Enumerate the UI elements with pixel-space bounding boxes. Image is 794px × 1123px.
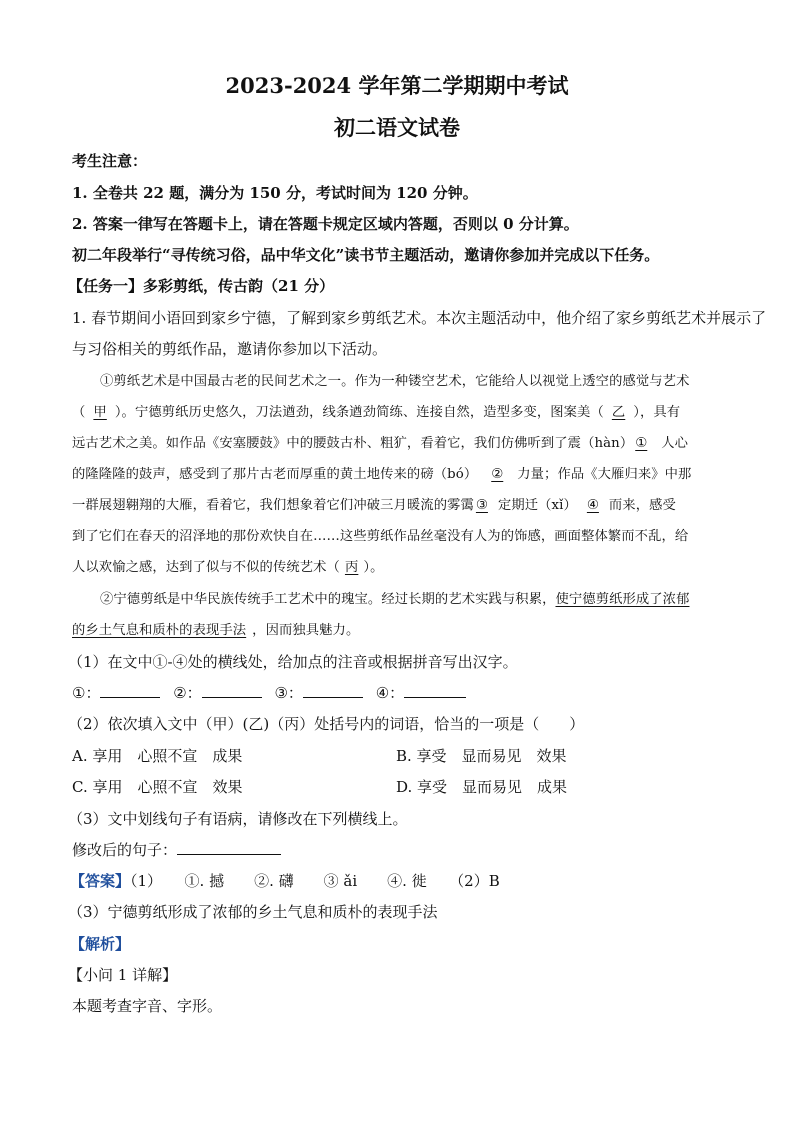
blank-jia: 甲: [93, 405, 107, 420]
passage-line: 远古艺术之美。如作品《安塞腰鼓》中的腰鼓古朴、粗犷，看着它，我们仿佛听到了震（hàn） ① 人心: [72, 436, 689, 451]
answer-row: 【答案】（1） ①. 撼 ②. 礴 ③ ǎi ④. 徙 （2）B: [70, 872, 500, 890]
exam-subtitle: 初二语文试卷: [334, 115, 460, 140]
underlined-sentence: 的乡土气息和质朴的表现手法: [72, 623, 247, 638]
exam-title: 2023-2024 学年第二学期期中考试: [225, 73, 569, 98]
passage-line: （ 甲 ）。宁德剪纸历史悠久，刀法遒劲，线条遒劲简练、连接自然，造型多变，图案美（ 乙 ），具有: [72, 405, 681, 420]
passage-line: 的隆隆隆的鼓声，感受到了那片古老而厚重的黄土地传来的磅（bó） ② 力量；作品《大雁归来》中那: [72, 467, 692, 482]
option-a[interactable]: A. 享用 心照不宣 成果: [72, 747, 243, 765]
question1-line2: 与习俗相关的剪纸作品，邀请你参加以下活动。: [72, 340, 388, 358]
passage-line: ①剪纸艺术是中国最古老的民间艺术之一。作为一种镂空艺术，它能给人以视觉上透空的感觉与艺术: [100, 374, 690, 389]
passage-line: 一群展翅翱翔的大雁，看着它，我们想象着它们冲破三月暖流的雾霭 ③ 定期迁（xǐ） ④ 而来，感受: [72, 498, 676, 513]
answer-blank-1[interactable]: [100, 683, 160, 698]
subquestion-2: （2）依次填入文中（甲）(乙)（丙）处括号内的词语，恰当的一项是（ ）: [68, 715, 585, 733]
option-b[interactable]: B. 享受 显而易见 效果: [396, 747, 567, 765]
passage-line: 人以欢愉之感，达到了似与不似的传统艺术（ 丙 ）。: [72, 560, 384, 575]
revised-sentence-row: 修改后的句子：: [72, 839, 281, 860]
analysis-sub-label: 【小问 1 详解】: [68, 966, 178, 984]
answer-blanks-row: ①： ②： ③： ④：: [72, 682, 466, 703]
answer-line-2: （3）宁德剪纸形成了浓郁的乡土气息和质朴的表现手法: [68, 903, 438, 921]
revised-sentence-blank[interactable]: [177, 840, 281, 855]
blank-bing: 丙: [344, 560, 359, 575]
option-d[interactable]: D. 享受 显而易见 成果: [396, 778, 568, 796]
passage-line: 的乡土气息和质朴的表现手法 ，因而独具魅力。: [72, 623, 360, 638]
answer-blank-3[interactable]: [303, 683, 363, 698]
subquestion-1: （1）在文中①-④处的横线处，给加点的注音或根据拼音写出汉字。: [68, 653, 518, 671]
question1-line1: 1. 春节期间小语回到家乡宁德，了解到家乡剪纸艺术。本次主题活动中，他介绍了家乡剪纸艺术并展示了: [72, 309, 767, 327]
task1-heading: 【任务一】多彩剪纸，传古韵（21 分）: [68, 277, 335, 295]
analysis-label: 【解析】: [70, 935, 131, 953]
answer-blank-4[interactable]: [404, 683, 466, 698]
passage-line: ②宁德剪纸是中华民族传统手工艺术中的瑰宝。经过长期的艺术实践与积累，使宁德剪纸形成了浓郁: [100, 592, 690, 607]
notice-item-1: 1. 全卷共 22 题，满分为 150 分，考试时间为 120 分钟。: [72, 184, 478, 202]
option-c[interactable]: C. 享用 心照不宣 效果: [72, 778, 243, 796]
activity-intro: 初二年段举行“寻传统习俗，品中华文化”读书节主题活动，邀请你参加并完成以下任务。: [72, 246, 660, 264]
underlined-sentence: 使宁德剪纸形成了浓郁: [555, 592, 690, 607]
blank-1: ①: [635, 436, 648, 451]
answer-blank-2[interactable]: [202, 683, 262, 698]
notice-item-2: 2. 答案一律写在答题卡上，请在答题卡规定区域内答题，否则以 0 分计算。: [72, 215, 579, 233]
blank-4: ④: [586, 498, 599, 513]
blank-yi: 乙: [611, 405, 626, 420]
passage-line: 到了它们在春天的沼泽地的那份欢快自在……这些剪纸作品丝毫没有人为的饰感，画面整体繁而不乱，给: [72, 529, 689, 544]
notice-heading: 考生注意：: [72, 152, 148, 170]
blank-2: ②: [491, 467, 504, 482]
analysis-text: 本题考查字音、字形。: [72, 997, 223, 1015]
blank-3: ③: [475, 498, 488, 513]
subquestion-3: （3）文中划线句子有语病，请修改在下列横线上。: [68, 810, 408, 828]
answer-label: 【答案】: [70, 872, 131, 890]
